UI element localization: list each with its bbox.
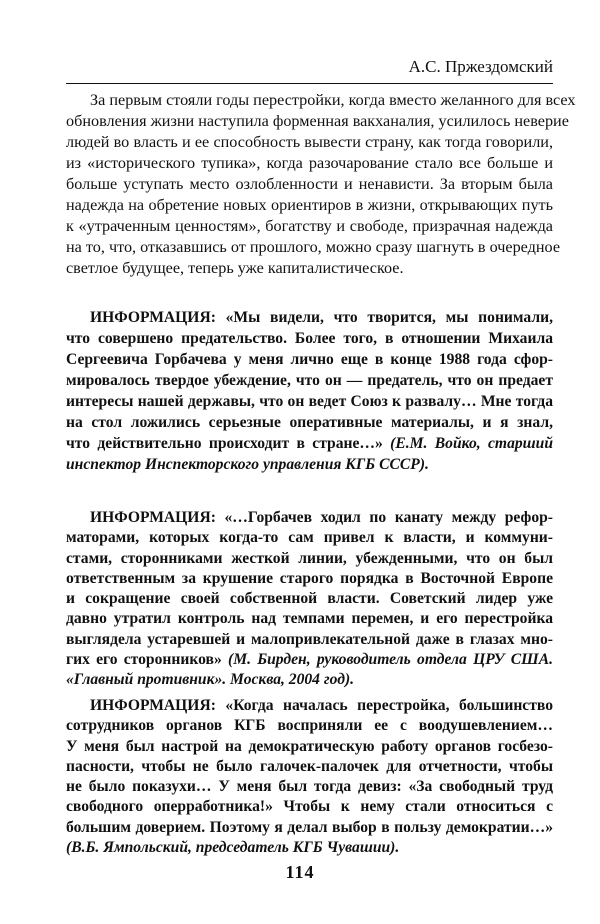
text-line [66,132,553,153]
body-text: Сергеевича Горбачева у меня лично еще в конце 1988 года сфор- [66,351,553,368]
text-line [66,153,553,174]
body-text: обновления жизни наступила форменная вакханалия, усилилось неверие [66,112,569,130]
body-text: давно утратил контроль над темпами перемен, и его перестройка [66,610,553,628]
text-line [66,670,553,690]
citation-text: (М. Бирден, руководитель отдела ЦРУ США. [228,651,553,669]
body-text: пасности, чтобы не было галочек-палочек для отчетности, чтобы [66,757,553,775]
body-text: гих его сторонников» [66,651,229,669]
body-text: свободного оперработника!» Чтобы к нему стали относиться с [66,798,553,816]
body-text: на стол ложились серьезные оперативные материалы, и я знал, [66,414,553,431]
body-text: что совершено предательство. Более того, в отношении Михаила [66,330,553,347]
text-line [66,777,553,797]
body-text: ИНФОРМАЦИЯ: «Мы видели, что творится, мы понимали, [90,309,553,326]
citation-text: (В.Б. Ямпольский, председатель КГБ Чувашии). [66,839,400,857]
text-line [66,391,553,412]
text-line [66,370,553,391]
body-text: ИНФОРМАЦИЯ: «…Горбачев ходил по канату между рефор- [90,509,553,526]
text-line [66,589,553,609]
body-text: больше уступать место озлобленности и ненависти. За вторым была [66,175,553,193]
body-text: сотрудников органов КГБ восприняли ее с воодушевлением… [66,717,553,735]
text-line [66,609,553,629]
text-line [66,757,553,777]
quote-block-voiko [66,307,553,475]
body-text: не было показухи… У меня был тогда девиз: «За свободный труд [66,778,553,796]
text-line [66,195,553,216]
text-line [66,237,561,258]
quote-block-yampolsky [66,696,553,858]
text-line [66,838,553,858]
text-line [66,90,576,111]
text-line [66,569,553,589]
body-text: мировалось твердое убеждение, что он — предатель, что он предает [66,372,553,389]
text-line [66,696,553,716]
citation-text: инспектор Инспекторского управления КГБ СССР). [66,456,429,473]
body-text: из «исторического тупика», когда разочарование стало все больше и [66,154,553,172]
body-text: к «утраченным ценностям», богатству и свободе, призрачная надежда [66,217,553,235]
text-line [66,111,569,132]
quote-block-birden [66,508,553,691]
text-line [66,433,553,454]
body-text: надежда на обретение новых ориентиров в жизни, открывающих путь [66,196,553,214]
text-line [66,174,553,195]
text-line [66,412,553,433]
text-line [66,307,553,328]
text-line [66,716,553,736]
page-number: 114 [285,862,315,882]
text-line [66,328,553,349]
body-text: на то, что, отказавшись от прошлого, можно сразу шагнуть в очередное [66,238,561,256]
body-text: выглядела устаревшей и малопривлекательной даже в глазах мно- [66,630,553,648]
text-line [66,630,553,650]
citation-text: «Главный противник». Москва, 2004 год). [66,671,355,689]
text-line [66,258,553,279]
text-line [66,528,553,548]
text-line [66,797,553,817]
text-line [66,549,553,569]
body-text: что действительно происходит в стране…» [66,435,391,452]
body-text: У меня был настрой на демократическую работу органов госбезо- [66,737,553,755]
text-line [66,508,553,528]
body-text: стами, сторонниками жесткой линии, убежденными, что он был [66,549,553,567]
header-rule [66,83,553,84]
citation-text: (Е.М. Войко, старший [390,435,553,452]
body-text: За первым стояли годы перестройки, когда вместо желанного для всех [90,91,576,109]
text-line [66,650,553,670]
text-line [66,454,553,475]
running-header-author: А.С. Пржездомский [408,57,553,76]
body-text: и сокращение своей собственной власти. Советский лидер уже [66,590,553,608]
body-text: ИНФОРМАЦИЯ: «Когда началась перестройка, большинство [90,697,553,714]
body-text: людей во власть и ее способность вывести страну, как тогда говорили, [66,133,553,151]
text-line [66,818,553,838]
paragraph-intro [66,90,576,279]
body-text: интересы нашей державы, что он ведет Союз к развалу… Мне тогда [66,393,553,410]
text-line [66,216,553,237]
text-line [66,737,553,757]
text-line [66,349,553,370]
body-text: светлое будущее, теперь уже капиталистическое. [66,259,404,277]
body-text: маторами, которых когда-то сам привел к власти, и коммуни- [66,529,553,547]
body-text: ответственным за крушение старого порядка в Восточной Европе [66,569,553,587]
body-text: большим доверием. Поэтому я делал выбор в пользу демократии…» [66,818,553,836]
